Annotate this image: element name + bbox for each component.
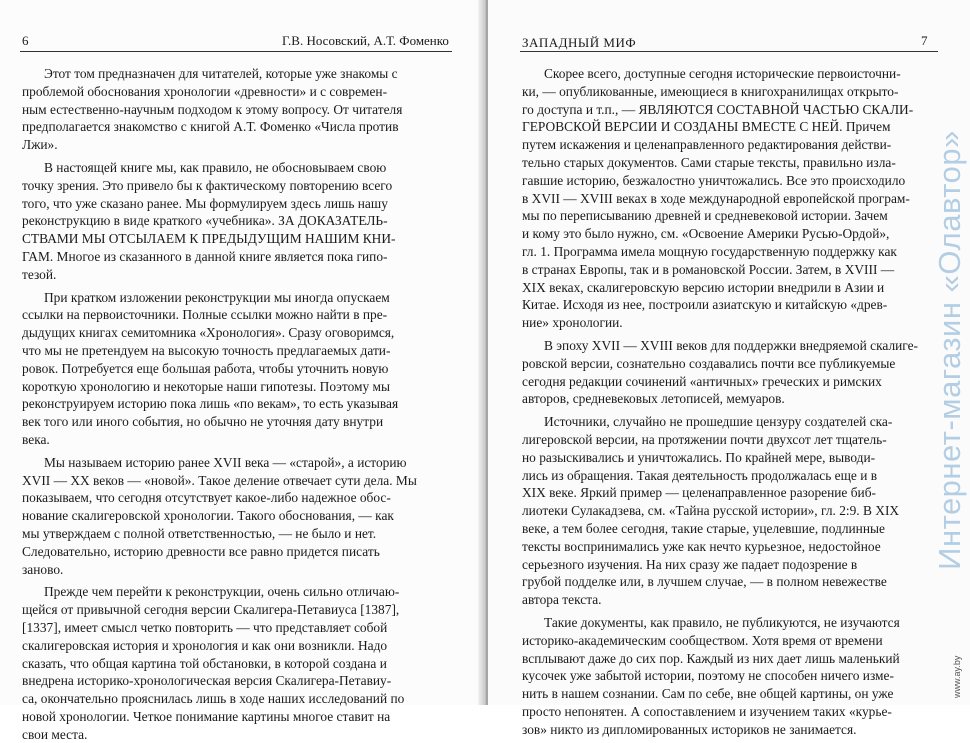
text-line: нование скалигеровской хронологии. Такого обоснования, — как <box>22 508 394 524</box>
text-line: но разыскивались и уничтожались. По крайней мере, выводи- <box>522 449 876 465</box>
text-line: реконструируем историю пока лишь «по векам», то есть указывая <box>22 396 399 412</box>
text-line: XIX веке. Яркий пример — целенаправленное разорение биб- <box>522 485 876 501</box>
text-line: мы по переписыванию древней и средневековой истории. Зачем <box>522 208 888 224</box>
right-header-rule <box>520 51 938 52</box>
text-line: са, окончательно прояснилась лишь в ходе наших исследований по <box>22 691 405 707</box>
text-line: точку зрения. Это привело бы к фактическому повторению всего <box>22 177 393 193</box>
text-line: предполагается знакомство с книгой А.Т. Фоменко «Числа против <box>22 119 399 135</box>
text-line: ссылки на первоисточники. Полные ссылки можно найти в пре- <box>22 307 388 323</box>
text-line: просто непонятен. А сопоставлением и изучением таких «курье- <box>522 703 892 719</box>
text-line: гавшие историю, безжалостно уничтожались. Все это происходило <box>522 172 906 188</box>
text-line: сегодня редакции сочинений «античных» греческих и римских <box>522 373 882 389</box>
text-line: В настоящей книге мы, как правило, не обосновываем свою <box>44 159 387 175</box>
text-line: [1337], имеет смысл четко повторить — что представляет собой <box>22 619 388 635</box>
text-line: авторов, средневековых летописей, мемуаров. <box>522 391 785 407</box>
text-line: зов» никто из дипломированных историков не занимается. <box>522 721 857 737</box>
right-page-number: 7 <box>921 33 928 48</box>
text-line: реконструкцию в виде краткого «учебника». ЗА ДОКАЗАТЕЛЬ- <box>22 213 388 229</box>
left-body-text <box>22 65 452 743</box>
text-line: век того или иного события, но обычно не уточняя дату внутри <box>22 414 384 430</box>
text-line: Китае. Исходя из нее, построили азиатскую и китайскую «древ- <box>522 297 888 313</box>
text-line: лись из обращения. Такая деятельность продолжалась еще и в <box>522 467 878 483</box>
text-line: дыдущих книгах семитомника «Хронология». Сразу оговоримся, <box>22 325 395 341</box>
text-line: Лжи». <box>22 137 58 153</box>
text-line: Источники, случайно не прошедшие цензуру создателей ска- <box>544 414 893 430</box>
text-line: показываем, что сегодня отсутствует какое-либо надежное обос- <box>22 490 391 506</box>
text-line: тезой. <box>22 266 57 282</box>
text-line: автора текста. <box>522 592 602 608</box>
text-line: в странах Европы, так и в романовской России. Затем, в XVIII — <box>522 261 895 277</box>
left-page-number: 6 <box>22 33 29 48</box>
text-line: Мы называем историю ранее XVII века — «старой», а историю <box>44 454 407 470</box>
text-line: го доступа и т.п., — ЯВЛЯЮТСЯ СОСТАВНОЙ ЧАСТЬЮ СКАЛИ- <box>522 101 914 117</box>
text-line: скалигеровская история и хронология и как они возникли. Надо <box>22 637 388 653</box>
text-line: В эпоху XVII — XVIII веков для поддержки внедряемой скалиге- <box>544 337 919 353</box>
text-line: свои места. <box>22 726 88 742</box>
right-body-text <box>522 65 942 738</box>
text-line: века. <box>22 431 50 447</box>
text-line: лигеровской версии, на протяжении почти двухсот лет тщатель- <box>522 431 887 447</box>
text-line: При кратком изложении реконструкции мы иногда опускаем <box>44 289 390 305</box>
text-line: сказать, что общая картина той обстановки, в которой создана и <box>22 655 387 671</box>
text-line: веке, а тем более сегодня, такие старые, уцелевшие, подлинные <box>522 520 885 536</box>
watermark-url: www.ay.by <box>952 655 962 698</box>
text-line: лиотеки Сулакадзева, см. «Тайна русской истории», гл. 2:9. В XIX <box>522 503 900 519</box>
right-page <box>488 0 970 737</box>
text-line: в XVII — XVIII веках в ходе международной европейской програм- <box>522 190 910 206</box>
text-line: ки, — опубликованные, имеющиеся в книгохранилищах открыто- <box>522 83 899 99</box>
text-line: СТВАМИ МЫ ОТСЫЛАЕМ К ПРЕДЫДУЩИМ НАШИМ КНИ- <box>22 231 396 247</box>
text-line: что мы не претендуем на высокую точность предлагаемых дати- <box>22 342 391 358</box>
left-header-rule <box>20 51 452 52</box>
text-line: кусочек уже забытой истории, поэтому не способен ничего изме- <box>522 668 894 684</box>
text-line: проблемой обоснования хронологии «древности» и с современ- <box>22 83 388 99</box>
text-line: гл. 1. Программа имела мощную государственную поддержку как <box>522 243 897 259</box>
text-line: и кому это было нужно, см. «Освоение Америки Русью-Ордой», <box>522 226 890 242</box>
watermark <box>930 8 970 693</box>
watermark-text: Интернет-магазин «Олавтор» <box>932 130 967 570</box>
text-line: заново. <box>22 561 64 577</box>
text-line: Прежде чем перейти к реконструкции, очень сильно отличаю- <box>44 584 400 600</box>
text-line: всплывают даже до сих пор. Каждый из них дает лишь маленький <box>522 650 900 666</box>
text-line: новой хронологии. Четкое понимание картины многое ставит на <box>22 708 391 724</box>
text-line: ние» хронологии. <box>522 315 623 331</box>
text-line: короткую хронологию и некоторые наши гипотезы. Поэтому мы <box>22 378 391 394</box>
text-line: грубой подделке или, в лучшем случае, — в полном невежестве <box>522 574 887 590</box>
text-line: Такие документы, как правило, не публикуются, не изучаются <box>544 614 900 630</box>
text-line: тексты воспринимались уже как нечто курьезное, недостойное <box>522 538 881 554</box>
text-line: внедрена историко-хронологическая версия Скалигера-Петавиу- <box>22 673 392 689</box>
text-line: XVII — XX веков — «новой». Такое деление отвечает сути дела. Мы <box>22 472 417 488</box>
text-line: нить в нашем сознании. Сам по себе, вне общей картины, он уже <box>522 686 894 702</box>
text-line: тельно старых документов. Сами старые тексты, правильно изла- <box>522 154 896 170</box>
text-line: ГЕРОВСКОЙ ВЕРСИИ И СОЗДАНЫ ВМЕСТЕ С НЕЙ. Причем <box>522 119 891 135</box>
text-line: ным естественно-научным подходом к этому вопросу. От читателя <box>22 101 403 117</box>
text-line: ровок. Потребуется еще большая работа, чтобы уточнить новую <box>22 360 389 376</box>
text-line: ГАМ. Многое из сказанного в данной книге является пока гипо- <box>22 248 388 264</box>
text-line: Скорее всего, доступные сегодня исторические первоисточни- <box>544 66 901 81</box>
text-line: Следовательно, историю древности все равно придется писать <box>22 543 380 559</box>
text-line: серьезного изучения. На них сразу же падает подозрение в <box>522 556 858 572</box>
text-line: XIX веках, скалигеровскую версию истории внедрили в Азии и <box>522 279 885 295</box>
text-line: путем искажения и целенаправленного редактирования действи- <box>522 137 892 153</box>
right-running-head: ЗАПАДНЫЙ МИФ <box>522 35 637 50</box>
left-page <box>0 0 485 742</box>
text-line: историко-академическим сообществом. Хотя время от времени <box>522 632 883 648</box>
left-running-head: Г.В. Носовский, А.Т. Фоменко <box>282 33 449 48</box>
text-line: того, что уже сказано ранее. Мы формулируем здесь лишь нашу <box>22 195 388 211</box>
text-line: ровской версии, сознательно создавались почти все публикуемые <box>522 355 896 371</box>
text-line: мы утверждаем с полной ответственностью, — не было и нет. <box>22 525 377 541</box>
text-line: щейся от привычной сегодня версии Скалигера-Петавиуса [1387], <box>22 602 400 618</box>
text-line: Этот том предназначен для читателей, которые уже знакомы с <box>44 66 398 81</box>
